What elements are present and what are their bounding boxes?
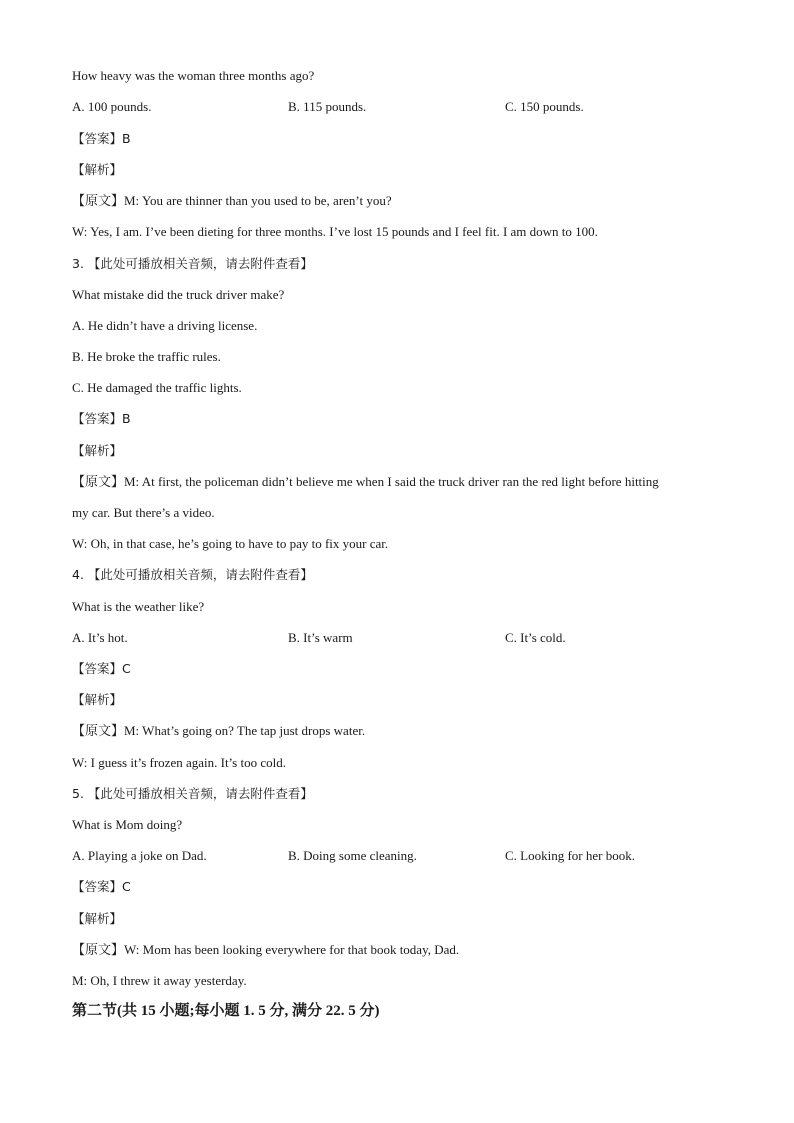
q4-option-b: B. It’s warm: [288, 630, 353, 645]
q3-question: What mistake did the truck driver make?: [72, 287, 285, 302]
q2-analysis: 【解析】: [72, 162, 123, 177]
q2-option-b: B. 115 pounds.: [288, 99, 367, 114]
q2-transcript-line-2: W: Yes, I am. I’ve been dieting for three months. I’ve lost 15 pounds and I feel fit. I am down to 100.: [72, 224, 598, 239]
section-heading: 第二节(共 15 小题;每小题 1. 5 分, 满分 22. 5 分): [72, 1003, 380, 1019]
q5-option-b: B. Doing some cleaning.: [288, 848, 417, 863]
q3-transcript-line-1: 【原文】M: At first, the policeman didn’t believe me when I said the truck driver ran the red light before hitting: [72, 474, 659, 489]
q5-option-a: A. Playing a joke on Dad.: [72, 848, 207, 863]
q2-question: How heavy was the woman three months ago?: [72, 68, 315, 83]
q5-transcript-line-1: 【原文】W: Mom has been looking everywhere for that book today, Dad.: [72, 942, 460, 957]
q3-option-a: A. He didn’t have a driving license.: [72, 318, 258, 333]
q4-analysis: 【解析】: [72, 692, 123, 707]
q4-transcript-line-1: 【原文】M: What’s going on? The tap just drops water.: [72, 723, 366, 738]
q3-transcript-line-2: my car. But there’s a video.: [72, 505, 215, 520]
q3-transcript-line-3: W: Oh, in that case, he’s going to have to pay to fix your car.: [72, 536, 389, 551]
q5-option-c: C. Looking for her book.: [505, 848, 635, 863]
q3-analysis: 【解析】: [72, 443, 123, 458]
q4-option-c: C. It’s cold.: [505, 630, 566, 645]
q2-option-a: A. 100 pounds.: [72, 99, 152, 114]
q4-answer: 【答案】C: [72, 661, 131, 676]
q4-question: What is the weather like?: [72, 599, 205, 614]
q3-option-c: C. He damaged the traffic lights.: [72, 380, 242, 395]
q2-transcript-line-1: 【原文】M: You are thinner than you used to be, aren’t you?: [72, 193, 392, 208]
q3-option-b: B. He broke the traffic rules.: [72, 349, 221, 364]
q2-answer: 【答案】B: [72, 131, 131, 146]
q5-answer: 【答案】C: [72, 879, 131, 894]
q2-option-c: C. 150 pounds.: [505, 99, 584, 114]
q5-analysis: 【解析】: [72, 911, 123, 926]
q4-label: 4. 【此处可播放相关音频，请去附件查看】: [72, 567, 313, 582]
q5-transcript-line-2: M: Oh, I threw it away yesterday.: [72, 973, 247, 988]
q5-question: What is Mom doing?: [72, 817, 183, 832]
q4-option-a: A. It’s hot.: [72, 630, 128, 645]
q3-label: 3. 【此处可播放相关音频，请去附件查看】: [72, 256, 313, 271]
q4-transcript-line-2: W: I guess it’s frozen again. It’s too cold.: [72, 755, 286, 770]
q5-label: 5. 【此处可播放相关音频，请去附件查看】: [72, 786, 313, 801]
q3-answer: 【答案】B: [72, 411, 131, 426]
